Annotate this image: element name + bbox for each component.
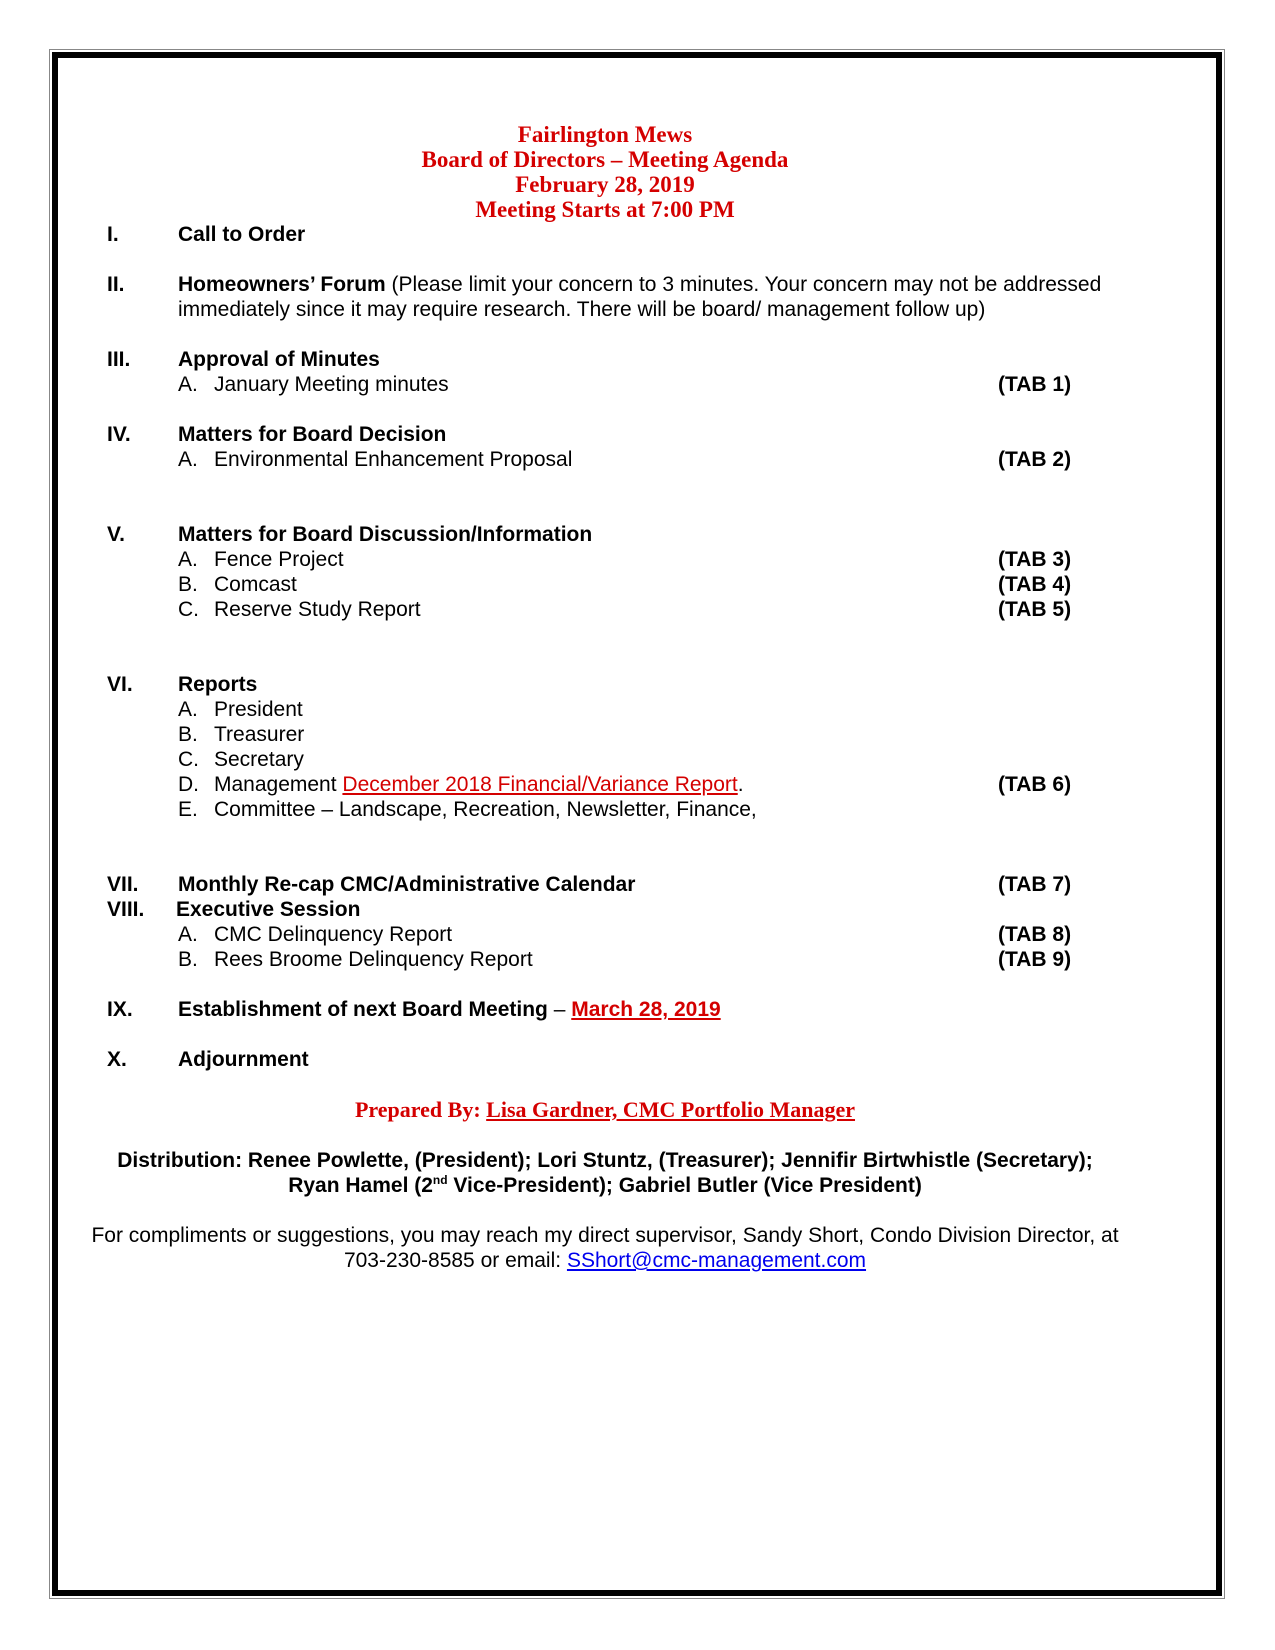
- section-number: IV.: [107, 423, 131, 446]
- tab-reference: (TAB 9): [998, 948, 1072, 971]
- tab-reference: (TAB 4): [998, 573, 1072, 596]
- agenda-item: E. Committee – Landscape, Recreation, Newsletter, Finance,: [178, 798, 757, 821]
- tab-reference: (TAB 7): [998, 873, 1072, 896]
- agenda-item: A. January Meeting minutes: [178, 373, 449, 396]
- agenda-item: C. Secretary: [178, 748, 304, 771]
- section-approval-of-minutes: Approval of Minutes: [178, 348, 380, 371]
- section-number: II.: [107, 273, 125, 296]
- section-note: (Please limit your concern to 3 minutes. Your concern may not be addressed: [385, 273, 1102, 296]
- contact-info-continued: 703-230-8585 or email: SShort@cmc-management.com: [343, 1249, 867, 1272]
- tab-reference: (TAB 6): [998, 773, 1072, 796]
- agenda-item: A. CMC Delinquency Report: [178, 923, 453, 946]
- section-board-discussion: Matters for Board Discussion/Information: [178, 523, 593, 546]
- distribution-list-continued: Ryan Hamel (2nd Vice-President); Gabriel Butler (Vice President): [288, 1173, 922, 1197]
- document-title: Board of Directors – Meeting Agenda: [421, 147, 789, 172]
- tab-reference: (TAB 5): [998, 598, 1072, 621]
- section-number: V.: [107, 523, 125, 546]
- next-meeting-date-link[interactable]: March 28, 2019: [571, 998, 721, 1021]
- section-board-decision: Matters for Board Decision: [178, 423, 447, 446]
- section-title: Homeowners’ Forum: [178, 273, 386, 296]
- agenda-item: D. Management December 2018 Financial/Variance Report.: [178, 773, 744, 796]
- financial-report-link[interactable]: December 2018 Financial/Variance Report: [342, 773, 738, 796]
- agenda-item: B. Treasurer: [178, 723, 305, 746]
- agenda-item: B. Rees Broome Delinquency Report: [178, 948, 533, 971]
- supervisor-email-link[interactable]: SShort@cmc-management.com: [566, 1249, 867, 1272]
- section-number: I.: [107, 223, 119, 246]
- section-adjournment: Adjournment: [178, 1048, 309, 1071]
- section-number: VI.: [107, 673, 133, 696]
- meeting-date: February 28, 2019: [515, 172, 695, 197]
- section-number: IX.: [107, 998, 133, 1021]
- section-call-to-order: Call to Order: [178, 223, 306, 246]
- agenda-item: C. Reserve Study Report: [178, 598, 421, 621]
- tab-reference: (TAB 8): [998, 923, 1072, 946]
- meeting-start-time: Meeting Starts at 7:00 PM: [475, 197, 735, 222]
- tab-reference: (TAB 1): [998, 373, 1072, 396]
- agenda-item: A. Fence Project: [178, 548, 344, 571]
- agenda-item: B. Comcast: [178, 573, 297, 596]
- section-executive-session: Executive Session: [176, 898, 361, 921]
- section-number: III.: [107, 348, 131, 371]
- section-next-meeting: Establishment of next Board Meeting – March 28, 2019: [178, 998, 721, 1021]
- section-note-continued: immediately since it may require research. There will be board/ management follow up): [178, 298, 986, 321]
- distribution-list: Distribution: Renee Powlette, (President); Lori Stuntz, (Treasurer); Jennifir Birtwhistle (Secretary);: [117, 1149, 1093, 1172]
- section-homeowners-forum: [178, 272, 1101, 297]
- agenda-item: A. Environmental Enhancement Proposal: [178, 448, 573, 471]
- agenda-item: A. President: [178, 698, 303, 721]
- prepared-by: Prepared By: Lisa Gardner, CMC Portfolio Manager: [354, 1097, 856, 1122]
- section-number: X.: [107, 1048, 127, 1071]
- contact-info: For compliments or suggestions, you may reach my direct supervisor, Sandy Short, Condo Division Director, at: [91, 1224, 1119, 1247]
- section-number: VIII.: [107, 898, 145, 921]
- preparer-name: Lisa Gardner, CMC Portfolio Manager: [486, 1097, 856, 1122]
- section-reports: Reports: [178, 673, 258, 696]
- tab-reference: (TAB 2): [998, 448, 1072, 471]
- org-name: Fairlington Mews: [517, 122, 693, 147]
- section-monthly-recap: Monthly Re-cap CMC/Administrative Calendar: [178, 873, 636, 896]
- tab-reference: (TAB 3): [998, 548, 1072, 571]
- section-number: VII.: [107, 873, 139, 896]
